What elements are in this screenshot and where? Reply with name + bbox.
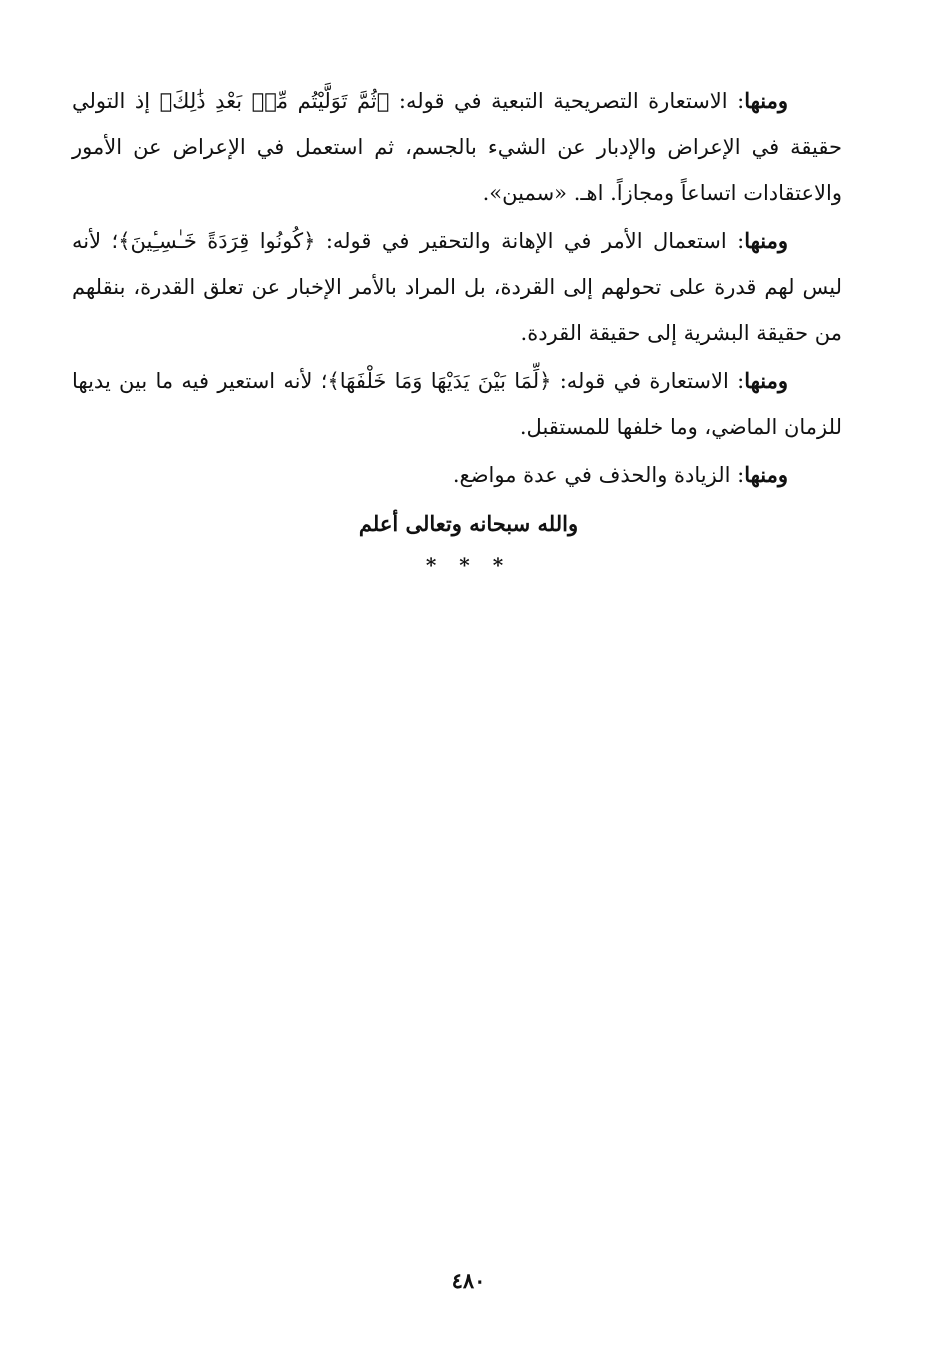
paragraph-text: : الزيادة والحذف في عدة مواضع. xyxy=(452,463,745,487)
paragraph-text: : استعمال الأمر في الإهانة والتحقير في قوله: xyxy=(315,229,745,253)
paragraph-text: ؛ لأنه استعير فيه ما بين يديها للزمان الماضي، وما خلفها للمستقبل. xyxy=(72,369,842,439)
paragraph-lead: ومنها xyxy=(744,88,789,113)
page-body xyxy=(72,78,842,500)
paragraph-text: إذ التولي حقيقة في الإعراض والإدبار عن الشيء بالجسم، ثم استعمل في الإعراض عن الأمور والاعتقادات اتساعاً ومجازاً. اهـ. «سمين». xyxy=(72,89,842,205)
paragraph-text: : الاستعارة في قوله: xyxy=(551,369,745,393)
closing-line: والله سبحانه وتعالى أعلم xyxy=(358,511,579,536)
paragraph-4 xyxy=(72,452,842,498)
section-separator: * * * xyxy=(425,553,512,577)
paragraph-text: ؛ لأنه ليس لهم قدرة على تحولهم إلى القردة، بل المراد بالأمر الإخبار عن تعلق القدرة، بنقلهم من حقيقة البشرية إلى حقيقة القردة. xyxy=(72,229,842,345)
quran-quote: ﴿لِّمَا بَيْنَ يَدَيْهَا وَمَا خَلْفَهَا﴾ xyxy=(327,369,552,393)
page-number: ٤٨٠ xyxy=(451,1268,486,1293)
paragraph-text: : الاستعارة التصريحية التبعية في قوله: xyxy=(389,89,745,113)
paragraph-lead: ومنها xyxy=(744,462,788,487)
paragraph-3 xyxy=(72,358,842,450)
paragraph-lead: ومنها xyxy=(744,368,788,393)
paragraph-2 xyxy=(72,218,842,356)
quran-quote: ﴿كُونُوا قِرَدَةً خَـٰسِـِٔينَ﴾ xyxy=(118,229,316,253)
paragraph-lead: ومنها xyxy=(744,228,789,253)
paragraph-1 xyxy=(72,78,842,216)
quran-quote: ﴿ثُمَّ تَوَلَّيْتُم مِّنۢ بَعْدِ ذَٰلِكَ﴾ xyxy=(159,89,390,113)
